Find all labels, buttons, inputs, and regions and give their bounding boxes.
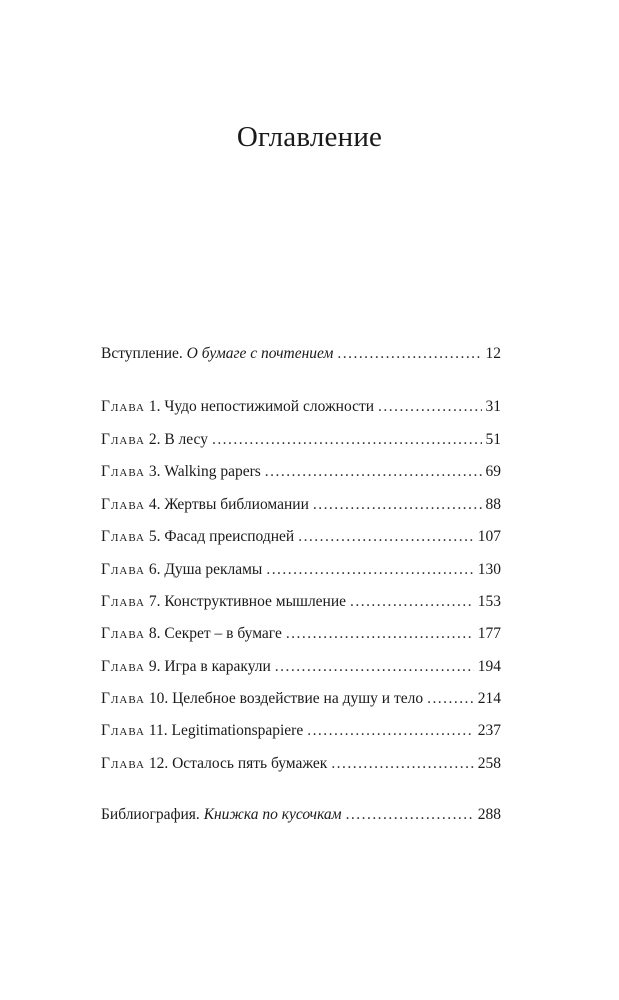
chapter-prefix: Глава [101,496,145,513]
dot-leader [286,625,474,643]
dot-leader [378,398,481,416]
toc-entry-label [101,431,208,449]
chapter-number: 2. [148,431,161,448]
toc-entry-label [101,806,342,824]
toc-entry-label [101,755,327,773]
dot-leader [298,528,474,546]
toc-entry-chapter-5[interactable] [101,528,501,548]
toc-entry-intro[interactable] [101,345,501,365]
chapter-prefix: Глава [101,658,145,675]
toc-entry-chapter-8[interactable] [101,625,501,645]
chapter-title: Legitimationspapiere [171,722,304,739]
intro-label: Вступление. [101,345,183,362]
toc-page-number: 12 [485,345,501,362]
toc-page-number: 214 [477,690,501,707]
chapter-number: 12. [148,755,169,772]
toc-entry-label [101,561,262,579]
chapter-prefix: Глава [101,593,145,610]
chapter-number: 8. [148,625,161,642]
chapter-prefix: Глава [101,755,145,772]
chapter-prefix: Глава [101,561,145,578]
toc-entry-label [101,722,303,740]
dot-leader [266,561,473,579]
toc-entry-chapter-3[interactable] [101,463,501,483]
chapter-prefix: Глава [101,625,145,642]
chapter-title: Жертвы библиомании [164,496,309,513]
toc-entry-label [101,463,261,481]
dot-leader [307,722,474,740]
bibliography-label: Библиография. [101,806,200,823]
chapter-number: 10. [148,690,169,707]
chapter-title: Осталось пять бумажек [172,755,328,772]
toc-page-number: 51 [485,431,501,448]
toc-page-number: 107 [477,528,501,545]
dot-leader [265,463,482,481]
toc-entry-chapter-11[interactable] [101,722,501,742]
dot-leader [346,806,474,824]
toc-page-number: 194 [477,658,501,675]
dot-leader [350,593,474,611]
chapter-number: 1. [148,398,161,415]
dot-leader [427,690,474,708]
dot-leader [313,496,482,514]
chapter-number: 7. [148,593,161,610]
toc-page-number: 130 [477,561,501,578]
chapter-prefix: Глава [101,463,145,480]
toc-entry-chapter-7[interactable] [101,593,501,613]
toc-entry-bibliography[interactable] [101,806,501,826]
dot-leader [212,431,482,449]
toc-page-number: 31 [485,398,501,415]
chapter-title: Чудо непостижимой сложности [164,398,375,415]
toc-entry-chapter-2[interactable] [101,431,501,451]
toc-page-number: 153 [477,593,501,610]
toc-entry-label [101,528,294,546]
dot-leader [331,755,473,773]
chapter-title: В лесу [164,431,208,448]
chapter-number: 9. [148,658,161,675]
chapter-prefix: Глава [101,722,145,739]
chapter-title: Фасад преисподней [164,528,295,545]
toc-page-number: 88 [485,496,501,513]
chapter-prefix: Глава [101,431,145,448]
toc-entry-chapter-4[interactable] [101,496,501,516]
chapter-number: 4. [148,496,161,513]
chapter-prefix: Глава [101,398,145,415]
chapter-prefix: Глава [101,690,145,707]
chapter-title: Душа рекламы [164,561,263,578]
toc-entry-label [101,658,271,676]
chapter-title: Целебное воздействие на душу и тело [172,690,424,707]
chapter-number: 3. [148,463,161,480]
chapter-number: 11. [148,722,168,739]
chapter-number: 6. [148,561,161,578]
bibliography-subtitle: Книжка по кусочкам [203,806,342,823]
chapter-title: Конструктивное мышление [164,593,347,610]
toc-page-number: 177 [477,625,501,642]
toc-page-number: 69 [485,463,501,480]
toc-entry-label [101,496,309,514]
toc-page-number: 258 [477,755,501,772]
chapter-number: 5. [148,528,161,545]
toc-entry-chapter-9[interactable] [101,658,501,678]
intro-subtitle: О бумаге с почтением [186,345,334,362]
toc-entry-label [101,398,374,416]
toc-entry-chapter-12[interactable] [101,755,501,775]
chapter-title: Walking papers [164,463,261,480]
toc-entry-chapter-1[interactable] [101,398,501,418]
toc-entry-label [101,593,346,611]
dot-leader [337,345,481,363]
dot-leader [275,658,474,676]
toc-entry-label [101,690,423,708]
page-title: Оглавление [236,121,383,154]
chapter-prefix: Глава [101,528,145,545]
toc-entry-chapter-10[interactable] [101,690,501,710]
toc-page-number: 237 [477,722,501,739]
toc-entry-chapter-6[interactable] [101,561,501,581]
chapter-title: Секрет – в бумаге [164,625,282,642]
toc-entry-label [101,625,282,643]
chapter-title: Игра в каракули [164,658,271,675]
toc-page-number: 288 [477,806,501,823]
toc-entry-label [101,345,333,363]
